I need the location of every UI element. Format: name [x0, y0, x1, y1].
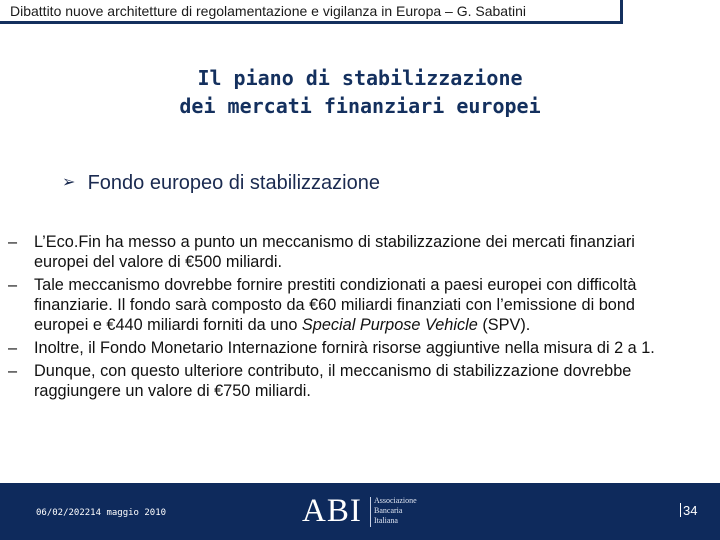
bullet-text-part: Tale meccanismo dovrebbe fornire prestiti condizionati a paesi europei con difficoltà finanziarie. Il fondo sarà composto da €60 miliardi finanziati con l’emissione di bond europei e €440 miliardi forniti da uno	[34, 276, 637, 334]
bullet-dash: –	[8, 233, 18, 251]
bullet-item	[8, 361, 688, 401]
header-text: Dibattito nuove architetture di regolamentazione e vigilanza in Europa – G. Sabatini	[10, 3, 526, 19]
bullet-text: Inoltre, il Fondo Monetario Internazione fornirà risorse aggiuntive nella misura di 2 a 1.	[34, 339, 655, 357]
bullet-item	[8, 232, 688, 272]
footer-date: 06/02/202214 maggio 2010	[36, 508, 167, 518]
logo-divider	[370, 497, 371, 527]
logo-sub-line: Italiana	[374, 516, 398, 525]
title-line-1: Il piano di stabilizzazione	[197, 66, 523, 90]
slide-footer	[0, 483, 720, 540]
bullet-list	[8, 232, 688, 404]
bullet-text-part: (SPV).	[477, 316, 531, 334]
logo-subtitle	[374, 496, 417, 526]
bullet-dash: –	[8, 362, 18, 380]
logo-sub-line: Bancaria	[374, 506, 403, 515]
header-tick	[620, 0, 623, 24]
bullet-text: L’Eco.Fin ha messo a punto un meccanismo di stabilizzazione dei mercati finanziari europei del valore di €500 miliardi.	[34, 233, 635, 271]
logo-letters: ABI	[302, 493, 362, 529]
slide-title	[0, 64, 720, 120]
page-number-value: 34	[683, 503, 698, 518]
bullet-item	[8, 338, 688, 358]
header-rule	[0, 21, 622, 24]
page-number-divider	[680, 503, 681, 517]
bullet-text: Dunque, con questo ulteriore contributo, il meccanismo di stabilizzazione dovrebbe raggiungere un valore di €750 miliardi.	[34, 362, 632, 400]
subheading	[62, 172, 380, 195]
page-number	[680, 503, 697, 518]
bullet-item	[8, 275, 688, 335]
logo-sub-line: Associazione	[374, 496, 417, 505]
slide-header	[0, 0, 720, 32]
arrow-bullet-icon: ➢	[62, 174, 76, 191]
bullet-dash: –	[8, 276, 18, 294]
subheading-text: Fondo europeo di stabilizzazione	[87, 172, 380, 194]
bullet-text-italic: Special Purpose Vehicle	[301, 316, 478, 334]
bullet-dash: –	[8, 339, 18, 357]
title-line-2: dei mercati finanziari europei	[179, 94, 541, 118]
